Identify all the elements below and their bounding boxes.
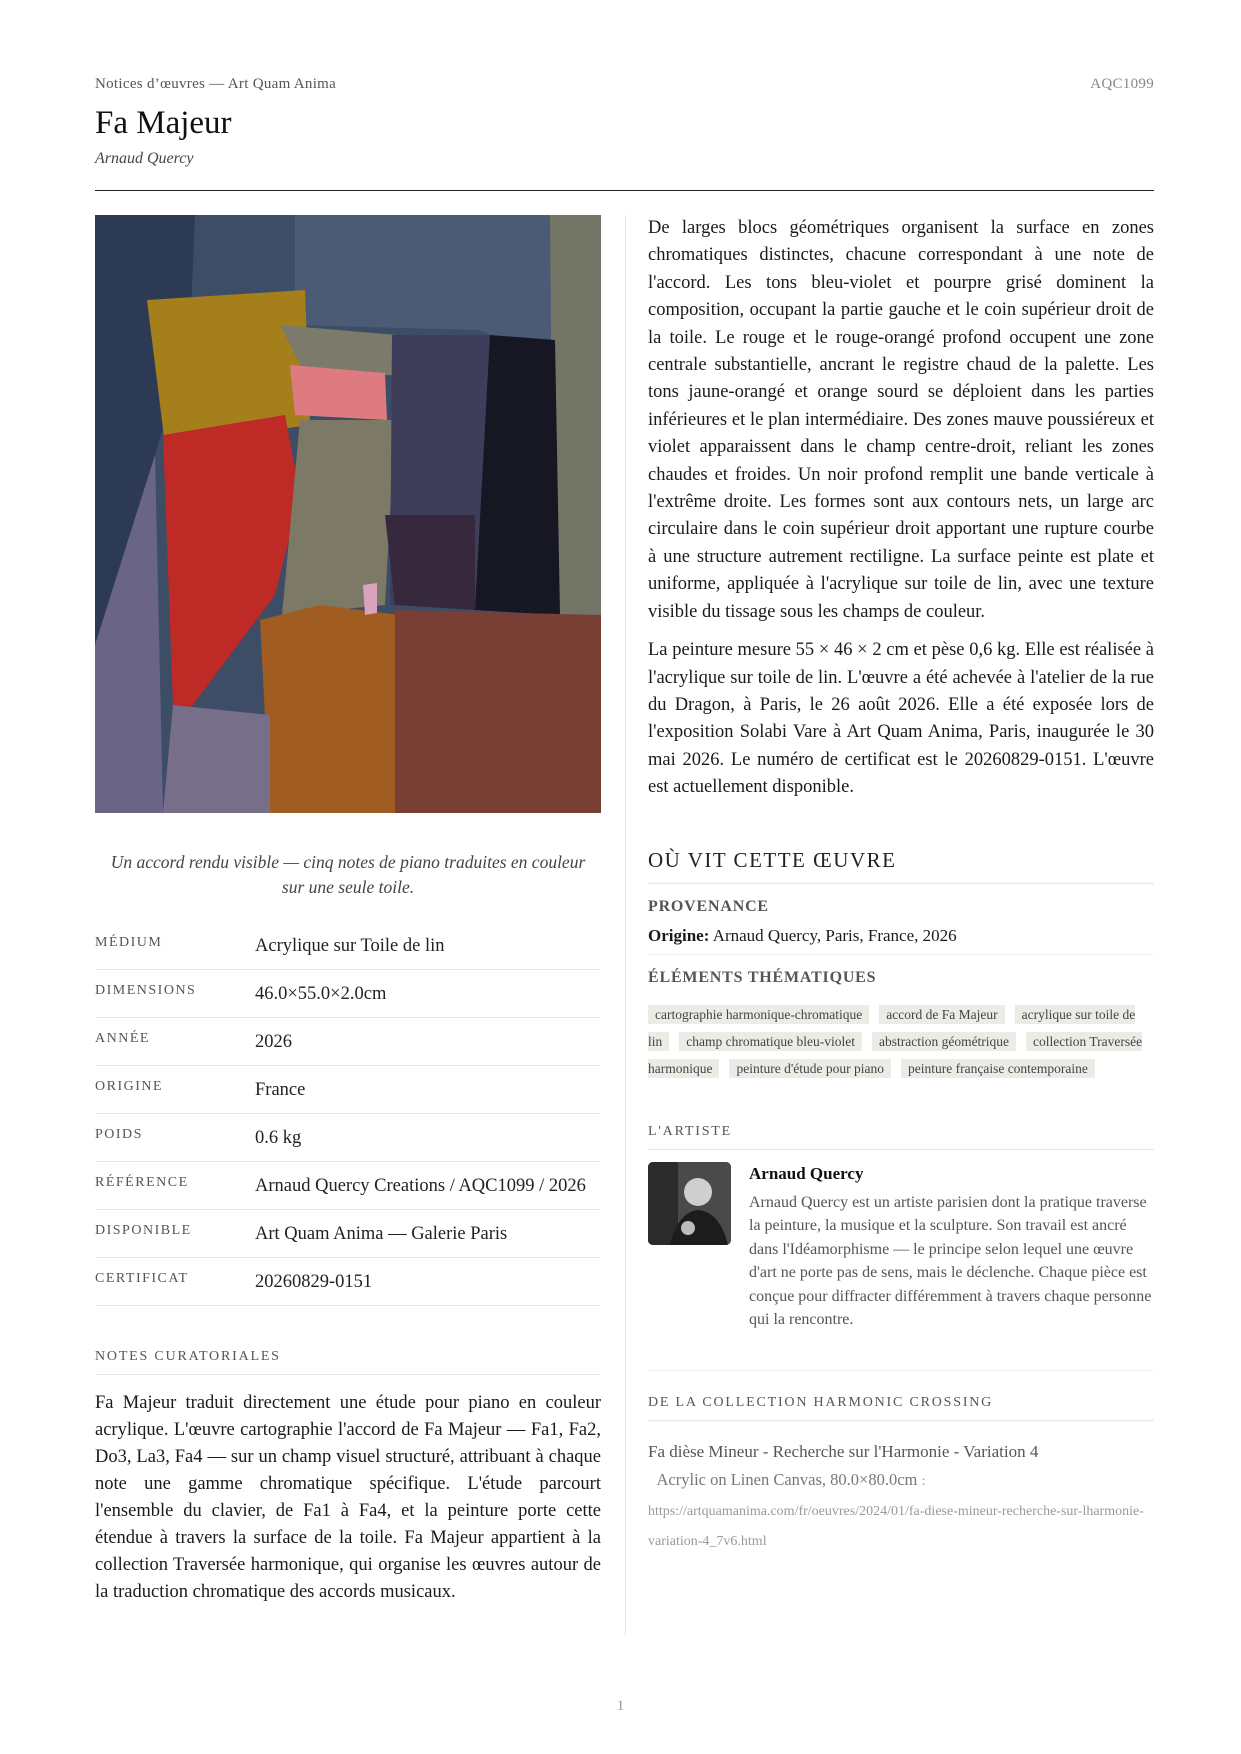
right-column [648,215,1154,1606]
theme-tags [648,1001,1154,1082]
collection-section [648,1370,1154,1556]
artwork-image [95,215,601,813]
spec-value: 46.0×55.0×2.0cm [255,970,601,1018]
spec-key: DISPONIBLE [95,1210,255,1258]
spec-row [95,922,601,970]
artist-section-label: L'ARTISTE [648,1124,1154,1150]
spec-value: Acrylique sur Toile de lin [255,922,601,970]
theme-tag[interactable]: champ chromatique bleu-violet [679,1032,862,1051]
collection-label: DE LA COLLECTION HARMONIC CROSSING [648,1395,1154,1421]
spec-row [95,1114,601,1162]
artwork-description [648,215,1154,802]
spec-key: POIDS [95,1114,255,1162]
spec-row [95,970,601,1018]
spec-row [95,1162,601,1210]
spec-row [95,1258,601,1306]
header-divider [95,190,1154,191]
notes-text: Fa Majeur traduit directement une étude pour piano en couleur acrylique. L'œuvre cartographie l'accord de Fa Majeur — Fa1, Fa2, Do3, La3, Fa4 — sur un champ visuel structuré, attribuant à chaque note une gamme chromatique spécifique. L'étude parcourt l'ensemble du clavier, de Fa1 à Fa4, et la peinture porte cette étendue à travers la surface de la toile. Fa Majeur appartient à la collection Traversée harmonique, qui organise les œuvres autour de la traduction chromatique des accords musicaux. [95,1393,601,1602]
collection-item-separator: : [921,1473,926,1489]
artist-bio: Arnaud Quercy est un artiste parisien dont la pratique traverse la peinture, la musique et la sculpture. Son travail est ancré dans l'Idéamorphisme — le principe selon lequel une œuvre d'art ne porte pas de sens, mais le déclenche. Chaque pièce est conçue pour diffracter différemment à travers chaque personne qui la rencontre. [749,1193,1152,1329]
spec-table [95,922,601,1306]
provenance-label: PROVENANCE [648,897,769,915]
page-title: Fa Majeur [95,105,232,141]
document-page [95,76,1154,1606]
collection-item-meta: Acrylic on Linen Canvas, 80.0×80.0cm [656,1469,918,1489]
left-column [95,215,601,1606]
spec-key: DIMENSIONS [95,970,255,1018]
reference-code: AQC1099 [1090,76,1154,92]
two-column-body [95,215,1154,1606]
spec-value: 0.6 kg [255,1114,601,1162]
collection-item[interactable] [648,1438,1154,1556]
spec-row [95,1018,601,1066]
page-number: 1 [616,1698,625,1714]
running-title: Notices d’œuvres — Art Quam Anima [95,76,337,92]
spec-value: Arnaud Quercy Creations / AQC1099 / 2026 [255,1162,601,1210]
theme-tag[interactable]: accord de Fa Majeur [879,1005,1004,1024]
origin-line [648,916,1154,955]
theme-tag[interactable]: collection Traversée harmonique [648,1033,1143,1076]
description-paragraph: De larges blocs géométriques organisent la surface en zones chromatiques distinctes, chacune correspondant à une note de l'accord. Les tons bleu-violet et pourpre grisé dominent la composition, occupant la partie gauche et le coin supérieur droit de la toile. Le rouge et le rouge-orangé profond occupent une zone centrale substantielle, ancrant le registre chaud de la palette. Les tons jaune-orangé et orange sourd se déploient dans les parties inférieures et le plan intermédiaire. Des zones mauve poussiéreux et violet apparaissent dans le champ centre-droit, reliant les zones chaudes et froides. Un noir profond remplit une bande verticale à l'extrême droite. Les formes sont aux contours nets, un large arc circulaire dans le coin supérieur droit apportant une rupture courbe à une structure autrement rectiligne. La surface peinte est plate et uniforme, appliquée à l'acrylique sur toile de lin, avec une texture visible du tissage sous les champs de couleur. [648,218,1154,622]
spec-key: ANNÉE [95,1018,255,1066]
artist-card [648,1162,1154,1332]
spec-key: MÉDIUM [95,922,255,970]
spec-row [95,1210,601,1258]
artwork-caption: Un accord rendu visible — cinq notes de piano traduites en couleur sur une seule toile. [110,852,586,897]
collection-item-title[interactable]: Fa dièse Mineur - Recherche sur l'Harmonie - Variation 4 [648,1441,1039,1461]
spec-key: RÉFÉRENCE [95,1162,255,1210]
origin-label: Origine: [648,925,710,945]
collection-item-url[interactable]: https://artquamanima.com/fr/oeuvres/2024/01/fa-diese-mineur-recherche-sur-lharmonie-variation-4_7v6.html [648,1503,1144,1549]
spec-value: 2026 [255,1018,601,1066]
curatorial-notes [95,1349,601,1606]
spec-row [95,1066,601,1114]
notes-label: NOTES CURATORIALES [95,1349,601,1375]
artist-subtitle: Arnaud Quercy [95,150,194,167]
running-header [95,76,1154,93]
spec-value: 20260829-0151 [255,1258,601,1306]
spec-key: CERTIFICAT [95,1258,255,1306]
theme-tag[interactable]: peinture française contemporaine [901,1059,1095,1078]
avatar [648,1162,731,1245]
spec-key: ORIGINE [95,1066,255,1114]
theme-tag[interactable]: peinture d'étude pour piano [729,1059,891,1078]
theme-tag[interactable]: acrylique sur toile de lin [648,1006,1136,1049]
theme-tag[interactable]: cartographie harmonique-chromatique [648,1005,869,1024]
artist-name: Arnaud Quercy [749,1163,864,1183]
artist-section [648,1124,1154,1332]
origin-value: Arnaud Quercy, Paris, France, 2026 [712,925,957,945]
artist-text [749,1162,1154,1332]
spec-value: France [255,1066,601,1114]
spec-value: Art Quam Anima — Galerie Paris [255,1210,601,1258]
themes-label: ÉLÉMENTS THÉMATIQUES [648,968,877,986]
theme-tag[interactable]: abstraction géométrique [872,1032,1016,1051]
description-paragraph: La peinture mesure 55 × 46 × 2 cm et pèse 0,6 kg. Elle est réalisée à l'acrylique sur toile de lin. L'œuvre a été achevée à l'atelier de la rue du Dragon, à Paris, le 26 août 2026. Elle a été exposée lors de l'exposition Solabi Vare à Art Quam Anima, Paris, inaugurée le 30 mai 2026. Le numéro de certificat est le 20260829-0151. L'œuvre est actuellement disponible. [648,640,1154,798]
where-heading: OÙ VIT CETTE ŒUVRE [648,848,1154,884]
column-divider [625,215,626,1635]
